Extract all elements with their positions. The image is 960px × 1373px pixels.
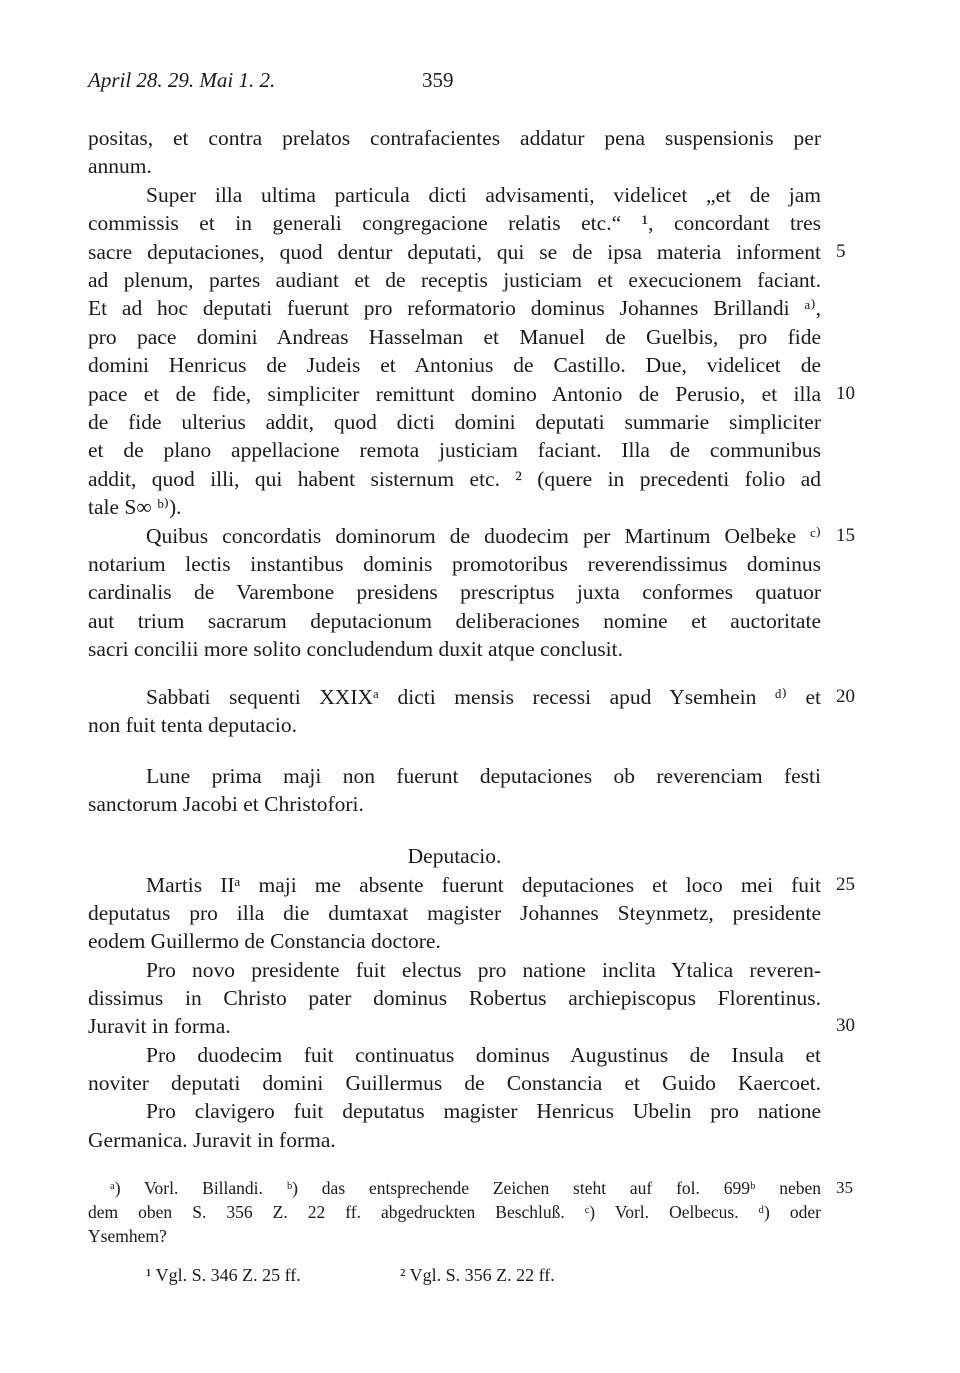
text-line: addit, quod illi, qui habent sisternum etc. ² (quere in precedenti folio ad	[88, 467, 821, 491]
line-number: 10	[836, 383, 855, 404]
line-number: 30	[836, 1015, 855, 1036]
text-line: aut trium sacrarum deputacionum deliberaciones nomine et auctoritate	[88, 609, 821, 633]
text-line: Juravit in forma.	[88, 1014, 231, 1038]
text-line: notarium lectis instantibus dominis promotoribus reverendissimus dominus	[88, 552, 821, 576]
text-line: Quibus concordatis dominorum de duodecim per Martinum Oelbeke ᶜ⁾	[146, 524, 821, 548]
text-line: cardinalis de Varembone presidens prescriptus juxta conformes quatuor	[88, 580, 821, 604]
text-line: dissimus in Christo pater dominus Robertus archiepiscopus Florentinus.	[88, 986, 821, 1010]
text-line: noviter deputati domini Guillermus de Constancia et Guido Kaercoet.	[88, 1071, 821, 1095]
text-line: pro pace domini Andreas Hasselman et Manuel de Guelbis, pro fide	[88, 325, 821, 349]
text-line: eodem Guillermo de Constancia doctore.	[88, 929, 441, 953]
footnote-line: Ysemhem?	[88, 1226, 167, 1246]
text-line: Sabbati sequenti XXIXᵃ dicti mensis recessi apud Ysemhein ᵈ⁾ et	[146, 685, 821, 709]
endnote: ¹ Vgl. S. 346 Z. 25 ff.	[146, 1265, 301, 1285]
text-line: ad plenum, partes audiant et de receptis justiciam et execucionem faciant.	[88, 268, 821, 292]
line-number: 20	[836, 686, 855, 707]
page-number: 359	[422, 68, 454, 92]
text-line: pace et de fide, simpliciter remittunt domino Antonio de Perusio, et illa	[88, 382, 821, 406]
text-line: Pro novo presidente fuit electus pro natione inclita Ytalica reveren-	[146, 958, 821, 982]
text-line: et de plano appellacione remota justiciam faciant. Illa de communibus	[88, 438, 821, 462]
text-line: Lune prima maji non fuerunt deputaciones ob reverenciam festi	[146, 764, 821, 788]
text-line: Martis IIᵃ maji me absente fuerunt deputaciones et loco mei fuit	[146, 873, 821, 897]
text-line: non fuit tenta deputacio.	[88, 713, 297, 737]
text-line: Super illa ultima particula dicti advisamenti, videlicet „et de jam	[146, 183, 821, 207]
running-header	[88, 68, 832, 98]
line-number: 15	[836, 525, 855, 546]
text-line: Pro clavigero fuit deputatus magister Henricus Ubelin pro natione	[146, 1099, 821, 1123]
line-number: 5	[836, 241, 846, 262]
footnote-line: ᵃ) Vorl. Billandi. ᵇ) das entsprechende Zeichen steht auf fol. 699ᵇ neben	[110, 1178, 821, 1198]
text-line: annum.	[88, 154, 152, 178]
footnote-line-number: 35	[836, 1178, 853, 1197]
text-line: commissis et in generali congregacione relatis etc.“ ¹, concordant tres	[88, 211, 821, 235]
text-line: sacri concilii more solito concludendum duxit atque conclusit.	[88, 637, 623, 661]
text-line: sanctorum Jacobi et Christofori.	[88, 792, 364, 816]
running-title: April 28. 29. Mai 1. 2.	[88, 68, 276, 92]
endnote: ² Vgl. S. 356 Z. 22 ff.	[400, 1265, 555, 1285]
footnote-line: dem oben S. 356 Z. 22 ff. abgedruckten Beschluß. ᶜ) Vorl. Oelbecus. ᵈ) oder	[88, 1202, 821, 1222]
text-line: domini Henricus de Judeis et Antonius de Castillo. Due, videlicet de	[88, 353, 821, 377]
text-line: Pro duodecim fuit continuatus dominus Augustinus de Insula et	[146, 1043, 821, 1067]
text-line: sacre deputaciones, quod dentur deputati, qui se de ipsa materia informent	[88, 240, 821, 264]
section-heading: Deputacio.	[407, 844, 502, 868]
text-line: positas, et contra prelatos contrafacientes addatur pena suspensionis per	[88, 126, 821, 150]
text-line: tale S∞ ᵇ⁾).	[88, 495, 182, 519]
text-line: Et ad hoc deputati fuerunt pro reformatorio dominus Johannes Brillandi ᵃ⁾,	[88, 296, 821, 320]
text-line: deputatus pro illa die dumtaxat magister Johannes Steynmetz, presidente	[88, 901, 821, 925]
text-line: de fide ulterius addit, quod dicti domini deputati summarie simpliciter	[88, 410, 821, 434]
line-number: 25	[836, 874, 855, 895]
text-line: Germanica. Juravit in forma.	[88, 1128, 336, 1152]
